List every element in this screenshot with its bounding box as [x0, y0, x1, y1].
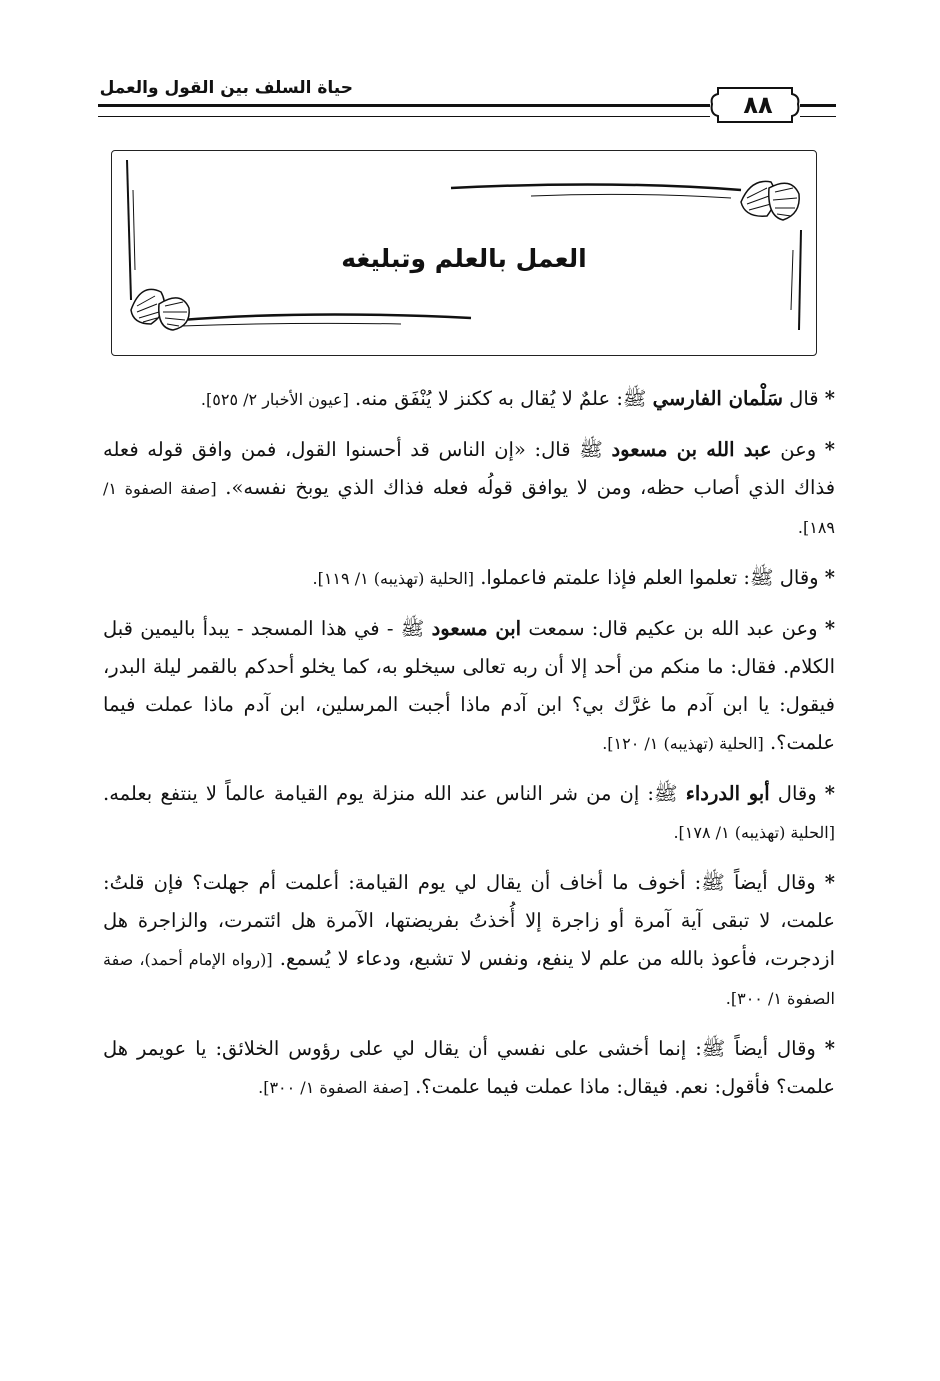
bullet-star: *: [824, 566, 835, 589]
body-text: [103, 380, 835, 1119]
bullet-star: *: [824, 387, 835, 410]
quote-text: : أخوف ما أخاف أن يقال لي يوم القيامة: أعلمت أم جهلت؟ فإن قلتُ: علمت، لا تبقى آية آمرة أو زاجرة إلا أُخذتُ بفريضتها، الآمرة هل ائتمرت، والزاجرة هل ازدجرت، فأعوذ بالله من علم لا ينفع، ونفس لا تشبع، ودعاء لا يُسمع.: [103, 871, 836, 970]
paragraph: [103, 775, 835, 852]
bullet-star: *: [824, 1037, 835, 1060]
narrator-name: ابن مسعود: [431, 617, 522, 640]
honorific-icon: ﷺ: [654, 782, 678, 805]
honorific-icon: ﷺ: [701, 871, 725, 894]
narrator-name: أبو الدرداء: [685, 782, 770, 805]
intro-text: وقال: [777, 782, 817, 805]
paragraph: [103, 1030, 835, 1107]
intro-text: قال: [789, 387, 819, 410]
paragraph: [103, 380, 835, 419]
bullet-star: *: [824, 438, 835, 461]
citation: [الحلية (تهذيبه) ١/ ١٧٨].: [673, 823, 835, 842]
quote-text: : إنما أخشى على نفسي أن يقال لي على رؤوس الخلائق: يا عويمر هل علمت؟ فأقول: نعم. فيقال: ماذا عملت فيما علمت؟.: [103, 1037, 835, 1098]
narrator-name: عبد الله بن مسعود: [611, 438, 772, 461]
bullet-star: *: [824, 871, 835, 894]
honorific-icon: ﷺ: [749, 566, 774, 589]
running-header-title: حياة السلف بين القول والعمل: [99, 78, 353, 98]
narrator-name: سَلْمان الفارسي: [652, 387, 783, 410]
intro-text: وعن: [780, 438, 817, 461]
intro-text: وقال أيضاً: [734, 1037, 816, 1060]
quote-text: : إن من شر الناس عند الله منزلة يوم القيامة عالماً لا ينتفع بعلمه.: [103, 782, 655, 805]
honorific-icon: ﷺ: [622, 387, 647, 410]
intro-text: وقال: [779, 566, 819, 589]
citation: [الحلية (تهذيبه) ١/ ١١٩].: [312, 569, 475, 588]
quote-text: - في هذا المسجد - يبدأ باليمين قبل الكلام. فقال: ما منكم من أحد إلا أن ربه تعالى سيخلو به، كما يخلو أحدكم بالقمر ليلة البدر، فيقول: يا ابن آدم ما غرَّك بي؟ ابن آدم ماذا أجبت المرسلين، ابن آدم ماذا عملت فيما علمت؟.: [103, 617, 835, 754]
paragraph: [103, 559, 835, 598]
honorific-icon: ﷺ: [701, 1037, 726, 1060]
citation: [(رواه الإمام أحمد)، صفة الصفوة ١/ ٣٠٠].: [103, 950, 835, 1008]
honorific-icon: ﷺ: [400, 617, 425, 640]
page-number: ٨٨: [743, 91, 773, 119]
intro-text: وعن عبد الله بن عكيم قال: سمعت: [528, 617, 818, 640]
quote-text: قال: «إن الناس قد أحسنوا القول، فمن وافق قوله فعله فذاك الذي أصاب حظه، ومن لا يوافق قولُه فعله فذاك الذي يوبخ نفسه».: [103, 438, 836, 499]
honorific-icon: ﷺ: [579, 438, 603, 461]
citation: [عيون الأخبار ٢/ ٥٢٥].: [200, 390, 349, 409]
quote-text: : علمٌ لا يُقال به ككنز لا يُنْفَق منه.: [355, 387, 623, 410]
citation: [صفة الصفوة ١/ ١٨٩].: [103, 479, 835, 537]
section-title: العمل بالعلم وتبليغه: [341, 244, 587, 273]
paragraph: [103, 610, 835, 763]
intro-text: وقال أيضاً: [733, 871, 816, 894]
citation: [صفة الصفوة ١/ ٣٠٠].: [258, 1078, 409, 1097]
paragraph: [103, 864, 835, 1018]
quote-text: : تعلموا العلم فإذا علمتم فاعملوا.: [480, 566, 750, 589]
bullet-star: *: [824, 782, 835, 805]
header-rule: [98, 104, 710, 117]
bullet-star: *: [824, 617, 836, 640]
paragraph: [103, 431, 835, 547]
citation: [الحلية (تهذيبه) ١/ ١٢٠].: [602, 734, 764, 753]
